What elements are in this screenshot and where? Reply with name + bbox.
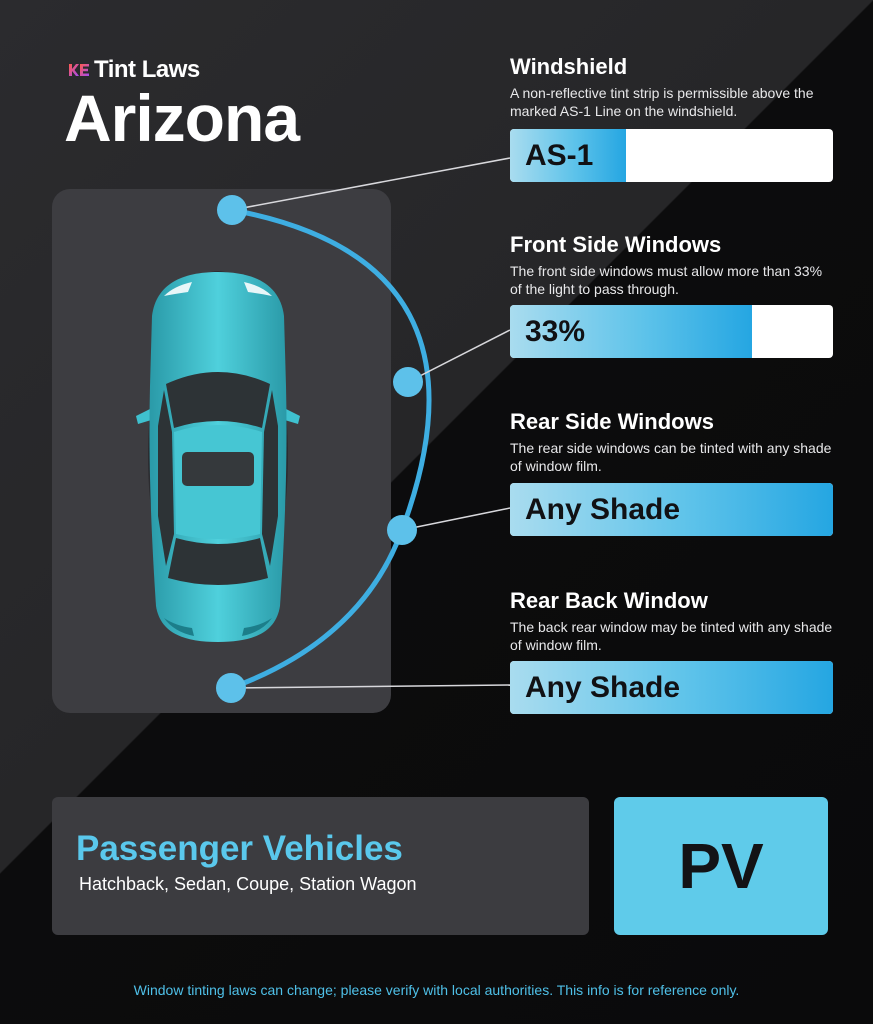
section-description: A non-reflective tint strip is permissible above the marked AS-1 Line on the windshield. — [510, 85, 814, 119]
front-side-windows-section — [510, 232, 833, 298]
vehicle-type-title: Passenger Vehicles — [76, 829, 403, 868]
vehicle-type-examples: Hatchback, Sedan, Coupe, Station Wagon — [79, 874, 417, 894]
section-description: The rear side windows can be tinted with any shade of window film. — [510, 440, 832, 474]
state-title: Arizona — [64, 81, 300, 155]
windshield-section — [510, 54, 833, 120]
section-title: Rear Back Window — [510, 588, 708, 613]
section-title: Rear Side Windows — [510, 409, 714, 434]
section-description: The front side windows must allow more than 33% of the light to pass through. — [510, 263, 823, 297]
rear-side-marker-dot — [387, 515, 417, 545]
vehicle-type-badge: PV — [614, 797, 828, 935]
brand-name: Tint Laws — [94, 56, 200, 83]
rear-back-meter — [510, 661, 833, 714]
meter-value: 33% — [525, 315, 586, 348]
rear-back-marker-dot — [216, 673, 246, 703]
section-description: The back rear window may be tinted with any shade of window film. — [510, 619, 833, 653]
windshield-meter — [510, 129, 833, 182]
rear-side-meter — [510, 483, 833, 536]
disclaimer-text: Window tinting laws can change; please verify with local authorities. This info is for reference only. — [133, 982, 740, 998]
meter-value: AS-1 — [525, 139, 594, 172]
meter-value: Any Shade — [525, 671, 681, 704]
windshield-marker-dot — [217, 195, 247, 225]
meter-value: Any Shade — [525, 493, 681, 526]
rear-back-window-section — [510, 588, 833, 654]
rear-side-windows-section — [510, 409, 833, 475]
front-side-marker-dot — [393, 367, 423, 397]
vehicle-type-card — [52, 797, 589, 935]
section-title: Front Side Windows — [510, 232, 722, 257]
section-title: Windshield — [510, 54, 628, 79]
front-side-meter — [510, 305, 833, 358]
